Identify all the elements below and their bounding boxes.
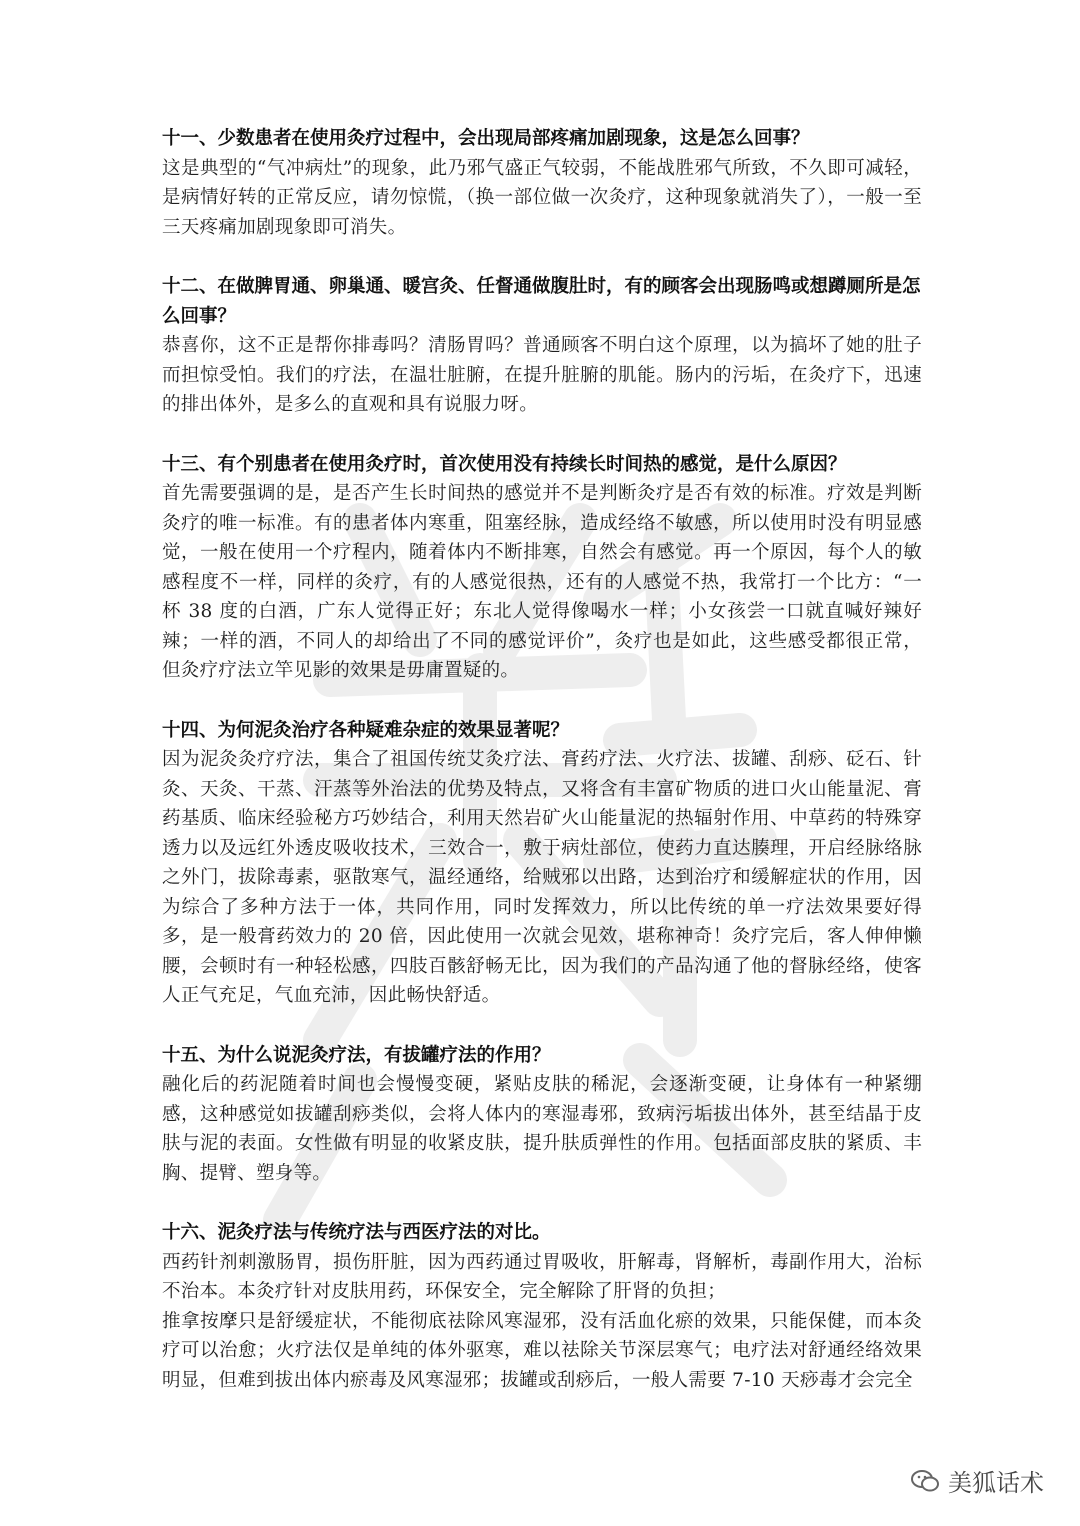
section-paragraph: 推拿按摩只是舒缓症状，不能彻底祛除风寒湿邪，没有活血化瘀的效果，只能保健，而本灸疗可以治愈；火疗法仅是单纯的体外驱寒，难以祛除关节深层寒气；电疗法对舒通经络效果明显，但难到拔出体内瘀毒及风寒湿邪；拔罐或刮痧后，一般人需要 7-10 天痧毒才会完全 [162, 1310, 922, 1391]
section-16 [162, 1218, 922, 1395]
section-heading: 十三、有个别患者在使用灸疗时，首次使用没有持续长时间热的感觉，是什么原因？ [162, 453, 847, 475]
section-paragraph: 恭喜你，这不正是帮你排毒吗？清肠胃吗？普通顾客不明白这个原理，以为搞坏了她的肚子而担惊受怕。我们的疗法，在温壮脏腑，在提升脏腑的肌能。肠内的污垢，在灸疗下，迅速的排出体外，是多么的直观和具有说服力呀。 [162, 335, 922, 415]
section-14 [162, 716, 922, 1011]
section-paragraph: 融化后的药泥随着时间也会慢慢变硬，紧贴皮肤的稀泥，会逐渐变硬，让身体有一种紧绷感，这种感觉如拔罐刮痧类似，会将人体内的寒湿毒邪，致病污垢拔出体外，甚至结晶于皮肤与泥的表面。女性做有明显的收紧皮肤，提升肤质弹性的作用。包括面部皮肤的紧质、丰胸、提臂、塑身等。 [162, 1074, 922, 1184]
section-13 [162, 450, 922, 686]
section-heading: 十六、泥灸疗法与传统疗法与西医疗法的对比。 [162, 1222, 551, 1243]
section-heading: 十二、在做脾胃通、卵巢通、暖宫灸、任督通做腹肚时，有的顾客会出现肠鸣或想蹲厕所是怎么回事？ [162, 276, 921, 327]
section-12 [162, 272, 922, 420]
section-paragraph: 西药针剂刺激肠胃，损伤肝脏，因为西药通过胃吸收，肝解毒，肾解析，毒副作用大，治标不治本。本灸疗针对皮肤用药，环保安全，完全解除了肝肾的负担； [162, 1251, 922, 1302]
section-heading: 十一、少数患者在使用灸疗过程中，会出现局部疼痛加剧现象，这是怎么回事？ [162, 128, 810, 149]
brand-logo-text: 美狐话术 [948, 1469, 1044, 1497]
brand-logo [910, 1463, 1044, 1498]
section-heading: 十五、为什么说泥灸疗法，有拔罐疗法的作用？ [162, 1044, 551, 1066]
section-paragraph: 这是典型的“气冲病灶”的现象，此乃邪气盛正气较弱，不能战胜邪气所致，不久即可减轻，是病情好转的正常反应，请勿惊慌，（换一部位做一次灸疗，这种现象就消失了），一般一至三天疼痛加剧现象即可消失。 [162, 157, 922, 238]
wechat-icon [910, 1468, 940, 1494]
section-heading: 十四、为何泥灸治疗各种疑难杂症的效果显著呢？ [162, 719, 570, 741]
section-11 [162, 124, 922, 242]
section-paragraph: 因为泥灸灸疗疗法，集合了祖国传统艾灸疗法、膏药疗法、火疗法、拔罐、刮痧、砭石、针灸、天灸、干蒸、汗蒸等外治法的优势及特点，又将含有丰富矿物质的进口火山能量泥、膏药基质、临床经验秘方巧妙结合，利用天然岩矿火山能量泥的热辐射作用、中草药的特殊穿透力以及远红外透皮吸收技术，三效合一，敷于病灶部位，使药力直达腠理，开启经脉络脉之外门，拔除毒素，驱散寒气，温经通络，给贼邪以出路，达到治疗和缓解症状的作用，因为综合了多种方法于一体，共同作用，同时发挥效力，所以比传统的单一疗法效果要好得多，是一般膏药效力的 20 倍，因此使用一次就会见效，堪称神奇！灸疗完后，客人伸伸懒腰，会顿时有一种轻松感，四肢百骸舒畅无比，因为我们的产品沟通了他的督脉经络，使客人正气充足，气血充沛，因此畅快舒适。 [162, 749, 922, 1006]
section-paragraph: 首先需要强调的是，是否产生长时间热的感觉并不是判断灸疗是否有效的标准。疗效是判断灸疗的唯一标准。有的患者体内寒重，阻塞经脉，造成经络不敏感，所以使用时没有明显感觉，一般在使用一个疗程内，随着体内不断排寒，自然会有感觉。再一个原因，每个人的敏感程度不一样，同样的灸疗，有的人感觉很热，还有的人感觉不热，我常打一个比方：“一杯 38 度的白酒，广东人觉得正好；东北人觉得像喝水一样；小女孩尝一口就直喊好辣好辣；一样的酒，不同人的却给出了不同的感觉评价”，灸疗也是如此，这些感受都很正常，但灸疗疗法立竿见影的效果是毋庸置疑的。 [162, 483, 922, 681]
section-15 [162, 1041, 922, 1189]
document-page [162, 124, 922, 1425]
